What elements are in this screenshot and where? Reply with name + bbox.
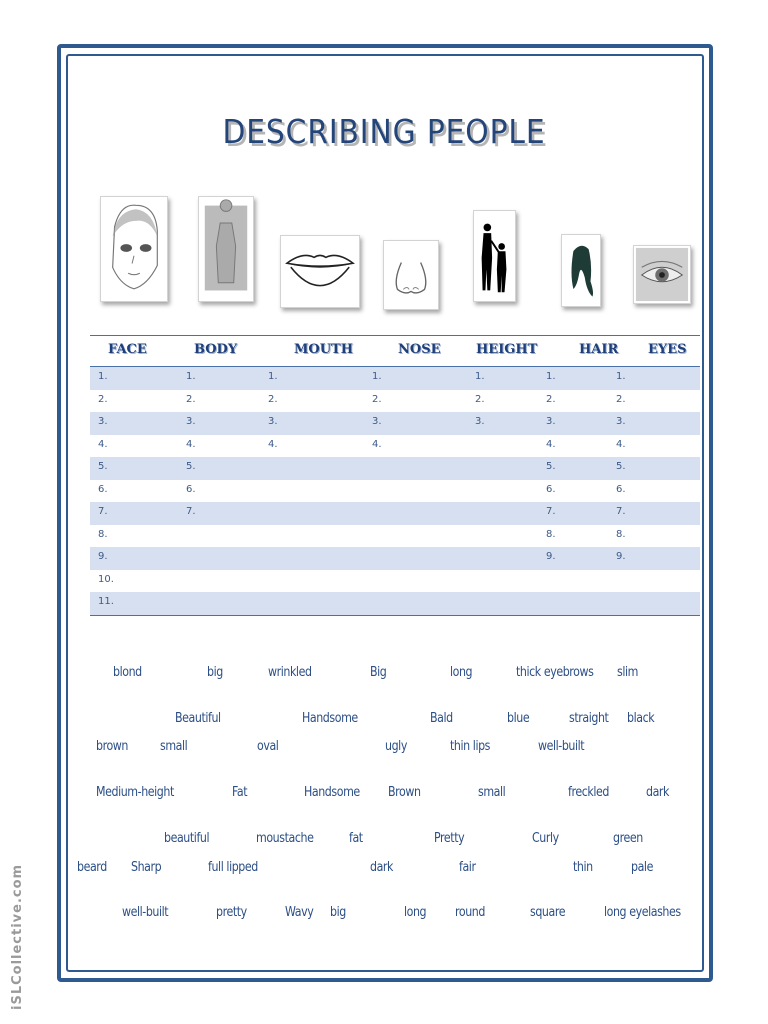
table-cell: 1.	[616, 371, 626, 382]
table-row	[90, 547, 700, 570]
table-cell: 6.	[186, 483, 196, 495]
table-cell: 8.	[616, 528, 626, 540]
word-bank-item: Medium-height	[96, 785, 174, 800]
word-bank-item: beautiful	[164, 831, 210, 846]
table-cell: 1.	[98, 371, 108, 382]
table-cell: 11.	[98, 596, 114, 607]
word-bank-item: brown	[96, 739, 128, 754]
table-row	[90, 502, 700, 525]
word-bank-item: Beautiful	[175, 711, 221, 726]
word-bank-item: long	[404, 905, 427, 920]
word-bank-item: Bald	[430, 711, 453, 726]
word-bank-item: blond	[113, 665, 142, 680]
table-cell: 3.	[546, 416, 556, 427]
table-cell: 7.	[186, 506, 196, 517]
table-body	[90, 367, 700, 615]
table-cell: 9.	[98, 551, 108, 562]
table-row	[90, 480, 700, 503]
word-bank-item: round	[455, 905, 485, 920]
word-bank-item: oval	[257, 739, 279, 754]
word-bank-item: fair	[459, 860, 476, 875]
word-bank-item: straight	[569, 711, 609, 726]
word-bank-item: thin lips	[450, 739, 491, 754]
word-bank-item: long eyelashes	[604, 905, 681, 920]
table-cell: 5.	[546, 461, 556, 472]
lips-drawing-icon	[281, 236, 359, 307]
body-picture	[198, 196, 254, 302]
column-header-body: BODY	[194, 342, 238, 357]
table-cell: 3.	[268, 416, 278, 427]
table-cell: 1.	[268, 371, 278, 382]
table-row	[90, 367, 700, 390]
table-cell: 5.	[616, 461, 626, 472]
height-picture	[473, 210, 516, 302]
word-bank-item: beard	[77, 860, 107, 875]
table-row	[90, 525, 700, 548]
table-cell: 2.	[546, 393, 556, 405]
page-title: DESCRIBING PEOPLE	[222, 112, 546, 151]
word-bank-item: Big	[370, 665, 387, 680]
dark-hair-icon	[562, 235, 600, 306]
word-bank-item: Handsome	[302, 711, 358, 726]
table-cell: 4.	[98, 438, 108, 450]
table-cell: 8.	[98, 528, 108, 540]
column-header-mouth: MOUTH	[294, 342, 354, 357]
word-bank-item: pretty	[216, 905, 247, 920]
nose-picture	[383, 240, 439, 310]
eyes-picture	[633, 245, 691, 304]
table-cell: 2.	[186, 393, 196, 405]
table-cell: 1.	[475, 371, 485, 382]
table-row	[90, 457, 700, 480]
table-cell: 2.	[372, 393, 382, 405]
word-bank-item: thick eyebrows	[516, 665, 594, 680]
two-people-silhouette-icon	[474, 211, 515, 301]
table-cell: 4.	[186, 438, 196, 450]
word-bank-item: dark	[370, 860, 394, 875]
word-bank-item: wrinkled	[268, 665, 312, 680]
word-bank-item: moustache	[256, 831, 314, 846]
column-header-nose: NOSE	[398, 342, 441, 357]
word-bank-item: Wavy	[285, 905, 314, 920]
word-bank-item: Curly	[532, 831, 559, 846]
word-bank-item: Brown	[388, 785, 421, 800]
table-cell: 9.	[616, 551, 626, 562]
table-cell: 2.	[616, 393, 626, 405]
table-row	[90, 412, 700, 435]
table-cell: 3.	[186, 416, 196, 427]
word-bank-item: full lipped	[208, 860, 258, 875]
column-header-face: FACE	[108, 342, 147, 357]
table-cell: 4.	[616, 438, 626, 450]
table-cell: 6.	[98, 483, 108, 495]
table-row	[90, 570, 700, 593]
body-silhouette-icon	[199, 197, 253, 301]
table-cell: 4.	[268, 438, 278, 450]
table-cell: 9.	[546, 551, 556, 562]
table-row	[90, 435, 700, 458]
word-bank-item: slim	[617, 665, 638, 680]
word-bank-item: well-built	[122, 905, 169, 920]
table-cell: 2.	[268, 393, 278, 405]
word-bank-item: Fat	[232, 785, 248, 800]
word-bank-item: pale	[631, 860, 653, 875]
table-cell: 4.	[372, 438, 382, 450]
table-cell: 5.	[98, 461, 108, 472]
table-row	[90, 390, 700, 413]
word-bank-item: Pretty	[434, 831, 465, 846]
table-cell: 7.	[616, 506, 626, 517]
word-bank-item: green	[613, 831, 643, 846]
table-cell: 1.	[372, 371, 382, 382]
table-cell: 6.	[616, 483, 626, 495]
word-bank-item: square	[530, 905, 566, 920]
word-bank-item: ugly	[385, 739, 407, 754]
word-bank-item: Sharp	[131, 860, 162, 875]
word-bank-item: blue	[507, 711, 530, 726]
vocabulary-table	[90, 335, 700, 616]
table-cell: 10.	[98, 573, 114, 585]
nose-drawing-icon	[384, 241, 438, 309]
word-bank-item: small	[160, 739, 188, 754]
table-cell: 7.	[546, 506, 556, 517]
table-row	[90, 592, 700, 615]
word-bank-item: big	[330, 905, 346, 920]
table-cell: 3.	[98, 416, 108, 427]
column-header-hair: HAIR	[579, 342, 619, 357]
word-bank-item: well-built	[538, 739, 585, 754]
word-bank-item: small	[478, 785, 506, 800]
table-cell: 8.	[546, 528, 556, 540]
mouth-picture	[280, 235, 360, 308]
table-cell: 7.	[98, 506, 108, 517]
column-header-eyes: EYES	[648, 342, 687, 357]
column-header-height: HEIGHT	[476, 342, 538, 357]
table-cell: 3.	[616, 416, 626, 427]
table-cell: 5.	[186, 461, 196, 472]
word-bank-item: Handsome	[304, 785, 360, 800]
word-bank-item: thin	[573, 860, 593, 875]
word-bank-item: dark	[646, 785, 670, 800]
table-cell: 1.	[186, 371, 196, 382]
table-cell: 4.	[546, 438, 556, 450]
word-bank-item: big	[207, 665, 223, 680]
hair-picture	[561, 234, 601, 307]
face-picture	[100, 196, 168, 302]
table-cell: 3.	[372, 416, 382, 427]
table-cell: 3.	[475, 416, 485, 427]
table-cell: 2.	[98, 393, 108, 405]
word-bank-item: fat	[349, 831, 363, 846]
word-bank-item: freckled	[568, 785, 609, 800]
table-cell: 1.	[546, 371, 556, 382]
anime-face-drawing-icon	[101, 197, 167, 301]
table-header	[90, 336, 700, 367]
table-cell: 6.	[546, 483, 556, 495]
word-bank-item: long	[450, 665, 473, 680]
word-bank-item: black	[627, 711, 655, 726]
eye-photo-icon	[634, 246, 690, 303]
table-cell: 2.	[475, 393, 485, 405]
watermark: iSLCollective.com	[10, 863, 25, 1010]
